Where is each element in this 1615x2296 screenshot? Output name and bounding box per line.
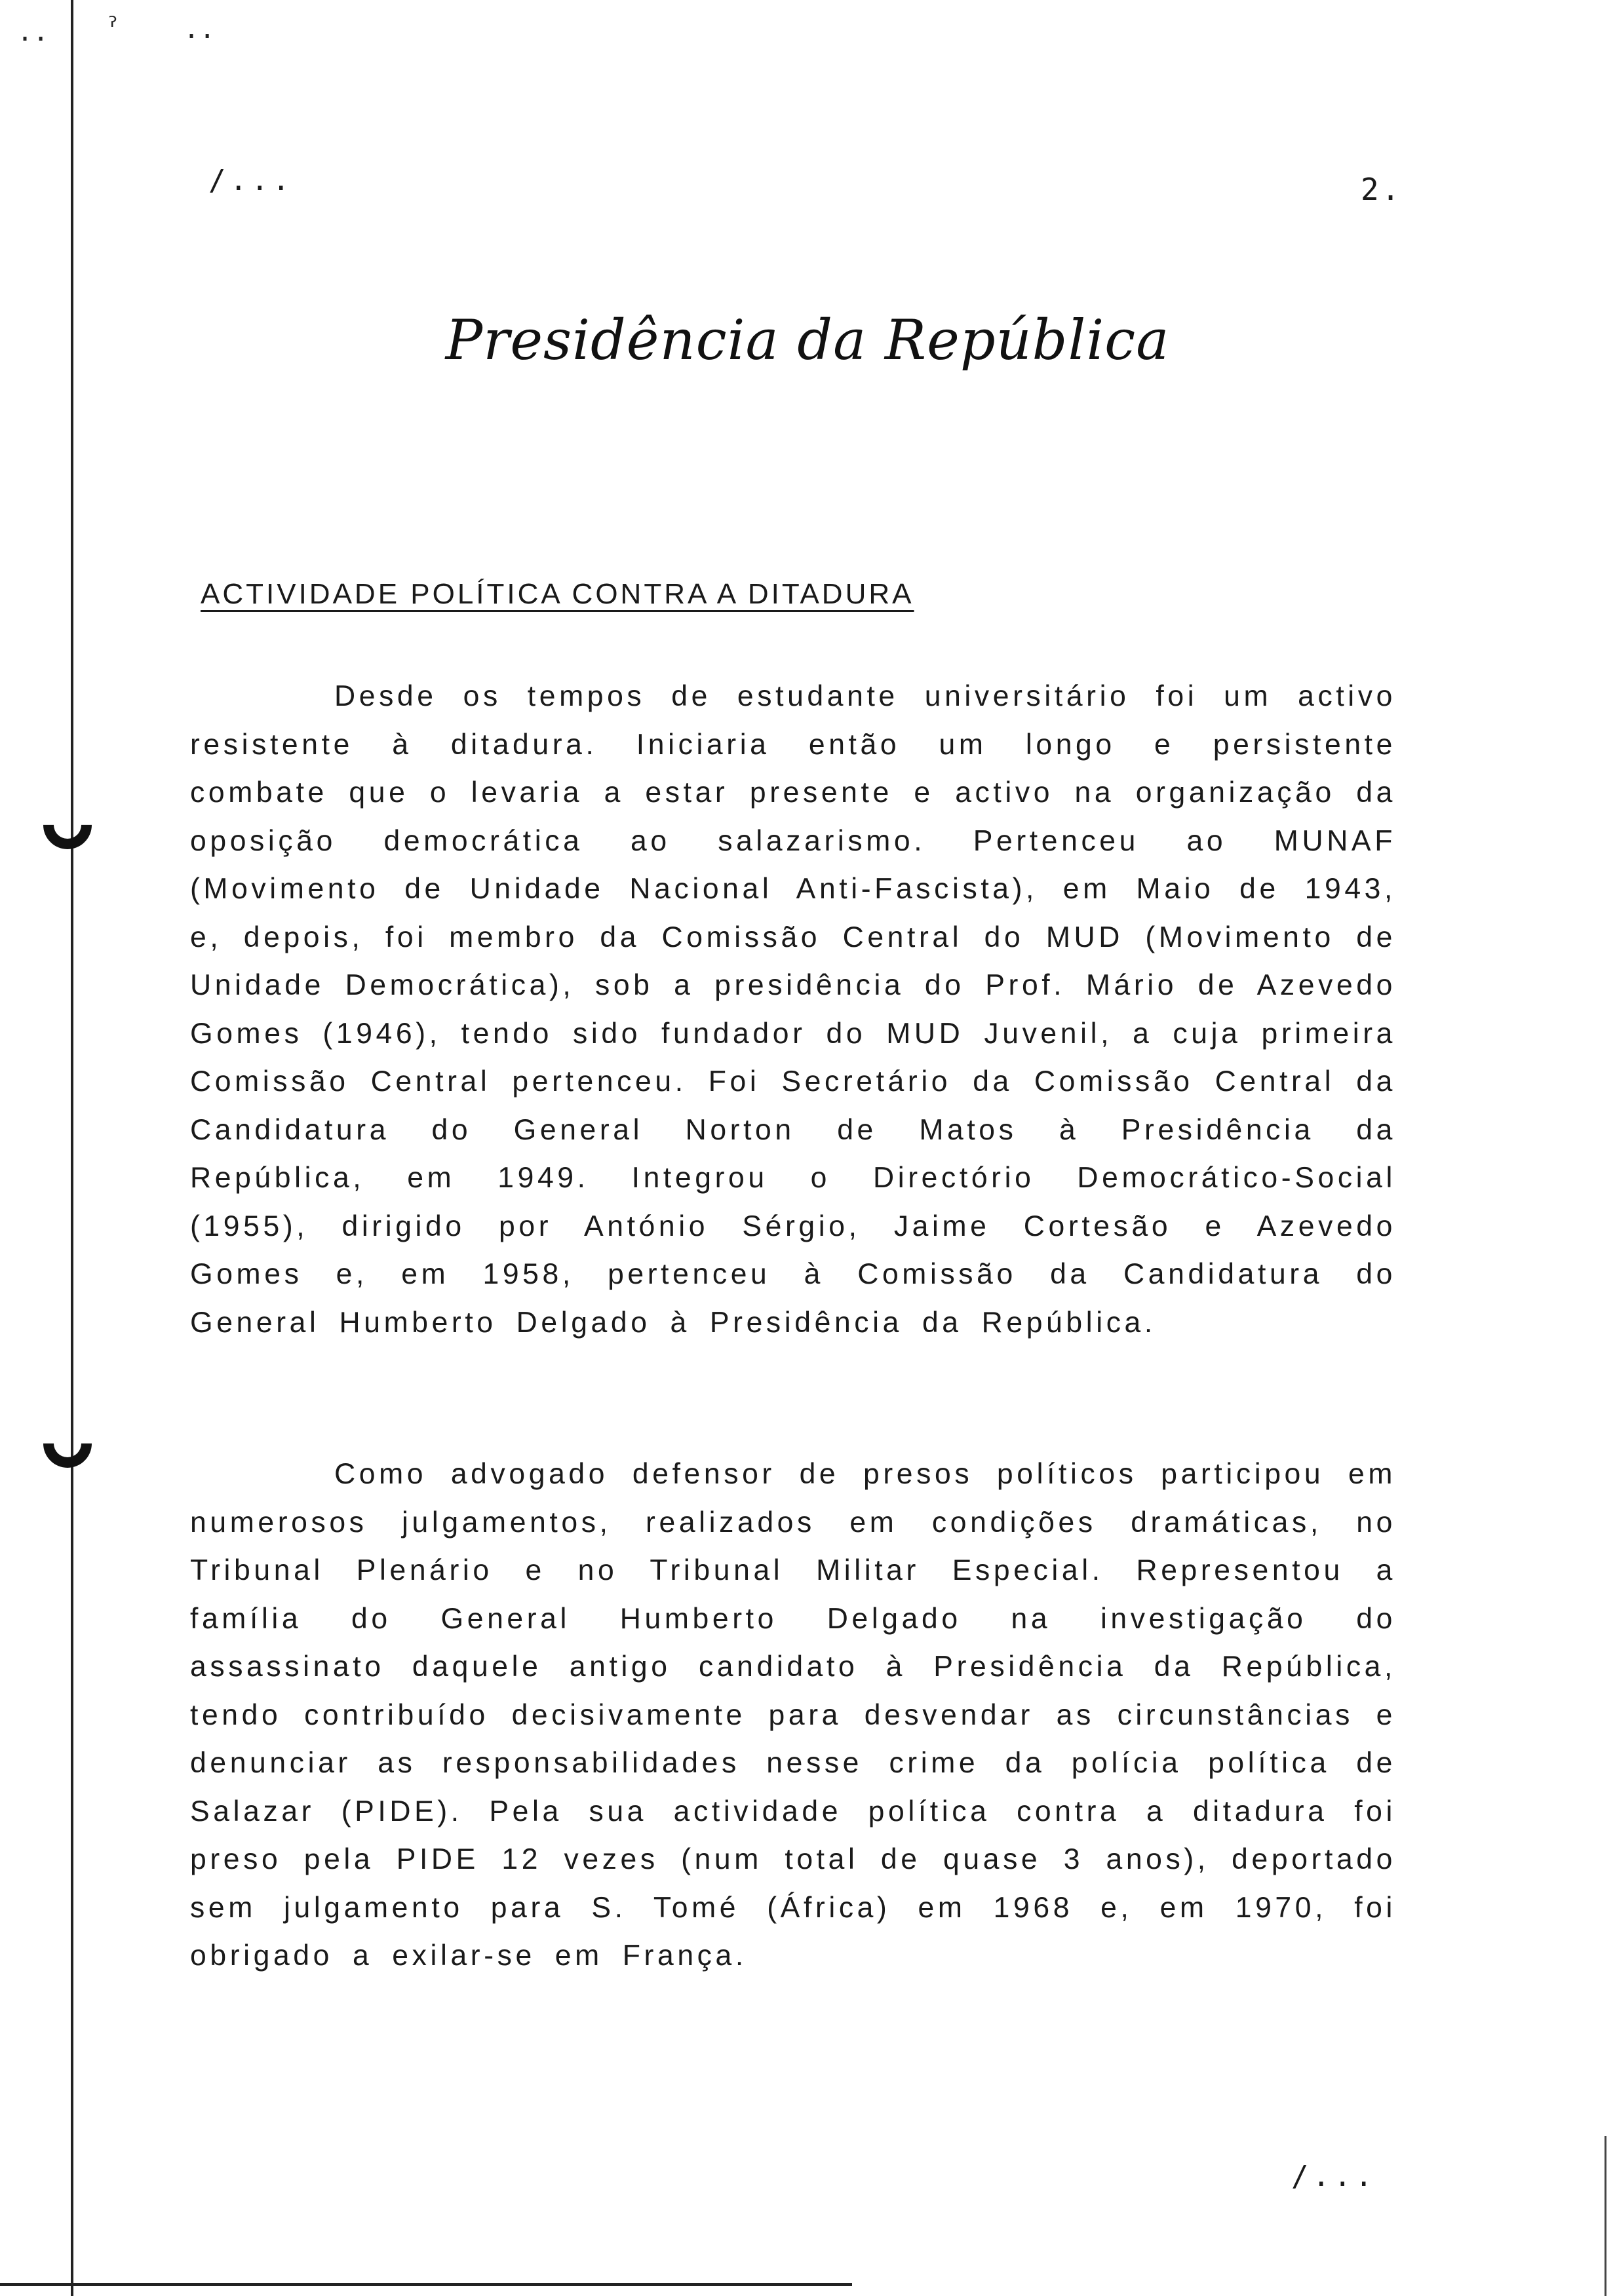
letterhead-title: Presidência da República — [445, 308, 1170, 372]
continuation-mark-bottom: /... — [1291, 2160, 1376, 2193]
continuation-mark-top: /... — [208, 164, 294, 197]
punch-hole-upper — [33, 791, 102, 860]
right-edge-mark — [1605, 2136, 1606, 2296]
punch-hole-lower — [33, 1409, 102, 1478]
bottom-edge-rule — [0, 2283, 852, 2286]
page-number: 2. — [1361, 172, 1403, 207]
scan-speck: ˀ — [105, 15, 121, 45]
body-paragraph-2: Como advogado defensor de presos políticos participou em numerosos julgamentos, realizados em condições dramáticas, no Tribunal Plenário e no Tribunal Militar Especial. Representou a família do General Humberto Delgado na investigação do assassinato daquele antigo candidato à Presidência da República, tendo contribuído decisivamente para desvendar as circunstâncias e denunciar as responsabilidades nesse crime da polícia política de Salazar (PIDE). Pela sua actividade política contra a ditadura foi preso pela PIDE 12 vezes (num total de quase 3 anos), deportado sem julgamento para S. Tomé (África) em 1968 e, em 1970, foi obrigado a exilar-se em França. — [190, 1458, 1396, 1972]
section-heading: ACTIVIDADE POLÍTICA CONTRA A DITADURA — [201, 578, 914, 610]
scan-speck: ·· — [17, 24, 49, 54]
scan-speck: ·· — [184, 22, 216, 52]
body-paragraph-1: Desde os tempos de estudante universitário foi um activo resistente à ditadura. Iniciaria então um longo e persistente combate que o levaria a estar presente e activo na organização da oposição democrática ao salazarismo. Pertenceu ao MUNAF (Movimento de Unidade Nacional Anti-Fascista), em Maio de 1943, e, depois, foi membro da Comissão Central do MUD (Movimento de Unidade Democrática), sob a presidência do Prof. Mário de Azevedo Gomes (1946), tendo sido fundador do MUD Juvenil, a cuja primeira Comissão Central pertenceu. Foi Secretário da Comissão Central da Candidatura do General Norton de Matos à Presidência da República, em 1949. Integrou o Directório Democrático-Social (1955), dirigido por António Sérgio, Jaime Cortesão e Azevedo Gomes e, em 1958, pertenceu à Comissão da Candidatura do General Humberto Delgado à Presidência da República. — [190, 680, 1396, 1339]
